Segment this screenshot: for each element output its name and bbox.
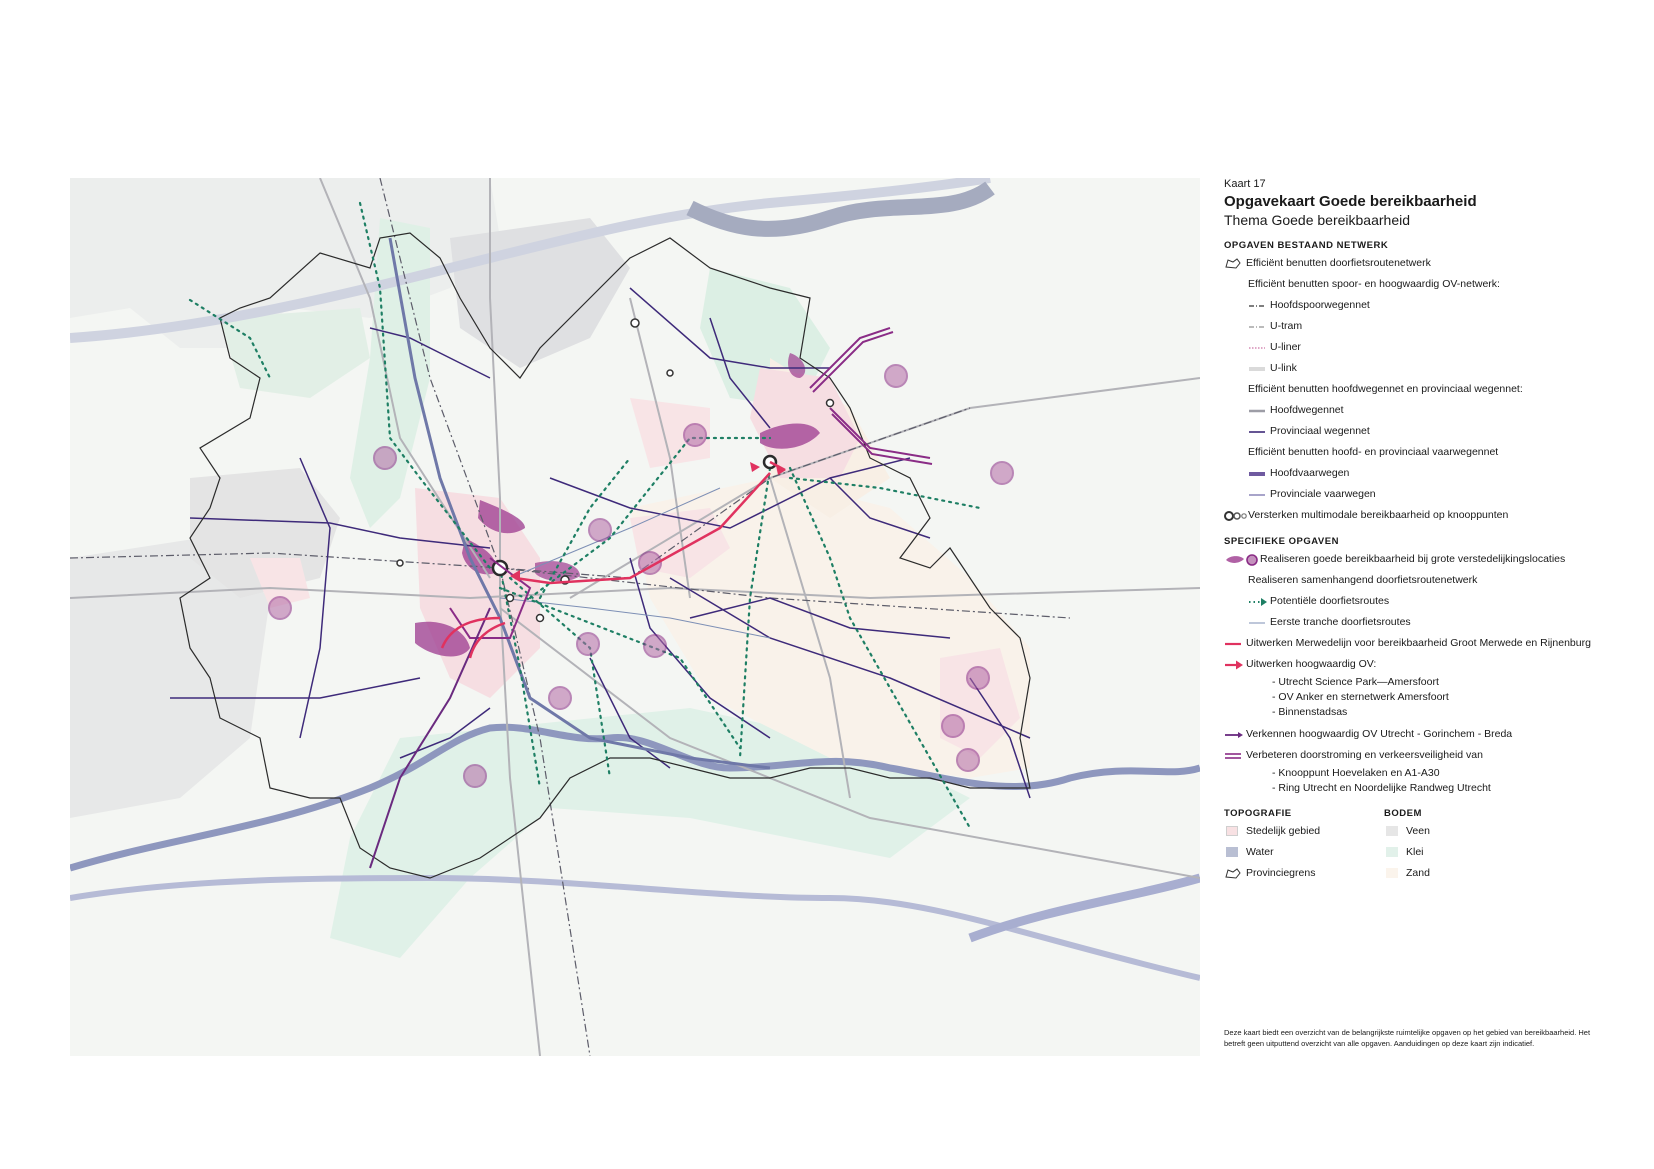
legend-label: Efficiënt benutten hoofd- en provinciaal vaarwegennet bbox=[1248, 446, 1499, 458]
hov-sublist bbox=[1272, 675, 1624, 720]
urbanisation-location-icon bbox=[1224, 553, 1260, 566]
legend-row bbox=[1384, 867, 1544, 880]
legend-row bbox=[1248, 446, 1624, 459]
legend-label: Versterken multimodale bereikbaarheid op knooppunten bbox=[1248, 509, 1509, 521]
legend-label: U-link bbox=[1270, 362, 1297, 374]
hub-small bbox=[631, 319, 639, 327]
uliner-icon bbox=[1248, 341, 1270, 354]
legend-row bbox=[1384, 846, 1544, 859]
hub-small bbox=[397, 560, 403, 566]
utram-icon bbox=[1248, 320, 1270, 333]
ring-location bbox=[991, 462, 1013, 484]
legend-label: Veen bbox=[1406, 825, 1430, 837]
provincial-road-icon bbox=[1248, 425, 1270, 438]
legend-row bbox=[1248, 383, 1624, 396]
legend-sub-label: - Utrecht Science Park—Amersfoort bbox=[1272, 676, 1439, 688]
legend-row bbox=[1248, 404, 1624, 417]
legend-label: Provinciale vaarwegen bbox=[1270, 488, 1376, 500]
legend-row bbox=[1248, 320, 1624, 333]
legend-row bbox=[1248, 467, 1624, 480]
ring-location bbox=[589, 519, 611, 541]
legend-row bbox=[1248, 278, 1624, 291]
hov-gorinchem-icon bbox=[1224, 728, 1246, 741]
legend-label: Efficiënt benutten spoor- en hoogwaardig OV-netwerk: bbox=[1248, 278, 1500, 290]
legend-row bbox=[1248, 488, 1624, 501]
legend-section-existing: OPGAVEN BESTAAND NETWERK bbox=[1224, 240, 1389, 251]
ring-location bbox=[942, 715, 964, 737]
legend-sub-label: - OV Anker en sternetwerk Amersfoort bbox=[1272, 691, 1449, 703]
veen-swatch bbox=[1384, 825, 1406, 838]
legend-label: Realiseren samenhangend doorfietsroutenetwerk bbox=[1248, 574, 1478, 586]
map-svg bbox=[70, 178, 1200, 1056]
ring-location bbox=[549, 687, 571, 709]
legend-label: Provinciaal wegennet bbox=[1270, 425, 1370, 437]
map-number: Kaart 17 bbox=[1224, 178, 1266, 190]
hub-small bbox=[507, 595, 514, 602]
water-swatch bbox=[1224, 846, 1246, 859]
legend-sub-label: - Binnenstadsas bbox=[1272, 706, 1348, 718]
map-disclaimer-note: Deze kaart biedt een overzicht van de belangrijkste ruimtelijke opgaven op het gebied van bereikbaarheid. Het betreft geen uitputtend overzicht van alle opgaven. Aanduidingen op deze kaart zijn indicatief. bbox=[1224, 1028, 1591, 1048]
flow-sublist bbox=[1272, 766, 1624, 796]
legend-row bbox=[1224, 637, 1624, 650]
province-border-icon bbox=[1224, 867, 1246, 880]
main-rail-icon bbox=[1248, 299, 1270, 312]
legend-row bbox=[1224, 658, 1624, 671]
legend-row bbox=[1248, 595, 1624, 608]
legend-bodem bbox=[1384, 808, 1544, 888]
legend-row bbox=[1248, 341, 1624, 354]
legend-label: Eerste tranche doorfietsroutes bbox=[1270, 616, 1411, 628]
ring-location bbox=[967, 667, 989, 689]
merwedelijn-icon bbox=[1224, 637, 1246, 650]
hub-small bbox=[537, 615, 544, 622]
urban-area-swatch bbox=[1224, 825, 1246, 838]
flow-improvement-icon bbox=[1224, 749, 1246, 762]
legend-row bbox=[1248, 574, 1624, 587]
legend-row bbox=[1248, 362, 1624, 375]
legend-section-bodem: BODEM bbox=[1384, 808, 1422, 819]
ring-location bbox=[885, 365, 907, 387]
legend-label: Verkennen hoogwaardig OV Utrecht - Gorinchem - Breda bbox=[1246, 728, 1513, 740]
main-road-icon bbox=[1248, 404, 1270, 417]
legend-label: U-tram bbox=[1270, 320, 1303, 332]
klei-swatch bbox=[1384, 846, 1406, 859]
legend-row bbox=[1248, 425, 1624, 438]
legend-row bbox=[1224, 257, 1624, 270]
map-title: Opgavekaart Goede bereikbaarheid bbox=[1224, 193, 1477, 210]
legend-label: Zand bbox=[1406, 867, 1430, 879]
legend-row bbox=[1224, 553, 1624, 566]
legend-label: Efficiënt benutten hoofdwegennet en provinciaal wegennet: bbox=[1248, 383, 1523, 395]
potential-cycle-route-icon bbox=[1248, 595, 1270, 608]
legend-row bbox=[1224, 867, 1384, 880]
first-tranche-cycle-icon bbox=[1248, 616, 1270, 629]
legend-topo-bodem bbox=[1224, 808, 1624, 888]
ring-location bbox=[684, 424, 706, 446]
legend-label: Provinciegrens bbox=[1246, 867, 1316, 879]
multimodal-hub-icon bbox=[1224, 509, 1248, 522]
ring-location bbox=[269, 597, 291, 619]
legend-sub-label: - Knooppunt Hoevelaken en A1-A30 bbox=[1272, 767, 1440, 779]
map-subtitle: Thema Goede bereikbaarheid bbox=[1224, 212, 1411, 228]
provincial-waterway-icon bbox=[1248, 488, 1270, 501]
legend-label: Realiseren goede bereikbaarheid bij grote verstedelijkingslocaties bbox=[1260, 553, 1566, 565]
legend-label: Stedelijk gebied bbox=[1246, 825, 1321, 837]
legend-row bbox=[1224, 509, 1624, 522]
legend-label: Verbeteren doorstroming en verkeersveiligheid van bbox=[1246, 749, 1483, 761]
ring-location bbox=[644, 635, 666, 657]
hub-small bbox=[667, 370, 673, 376]
map-area bbox=[70, 178, 1200, 1056]
hub-small bbox=[827, 400, 834, 407]
legend-row bbox=[1224, 749, 1624, 762]
legend-label: Uitwerken hoogwaardig OV: bbox=[1246, 658, 1377, 670]
legend-panel bbox=[1224, 178, 1624, 888]
legend-row bbox=[1248, 616, 1624, 629]
ring-location bbox=[464, 765, 486, 787]
ring-location bbox=[577, 633, 599, 655]
hov-arrow-icon bbox=[1224, 658, 1246, 671]
legend-label: Hoofdspoorwegennet bbox=[1270, 299, 1370, 311]
legend-label: Hoofdwegennet bbox=[1270, 404, 1344, 416]
legend-label: Klei bbox=[1406, 846, 1424, 858]
legend-label: Hoofdvaarwegen bbox=[1270, 467, 1350, 479]
legend-sub-label: - Ring Utrecht en Noordelijke Randweg Utrecht bbox=[1272, 782, 1491, 794]
legend-label: Water bbox=[1246, 846, 1274, 858]
ulink-icon bbox=[1248, 362, 1270, 375]
legend-section-topografie: TOPOGRAFIE bbox=[1224, 808, 1292, 819]
legend-label: Uitwerken Merwedelijn voor bereikbaarheid Groot Merwede en Rijnenburg bbox=[1246, 637, 1591, 649]
legend-label: Efficiënt benutten doorfietsroutenetwerk bbox=[1246, 257, 1431, 269]
legend-label: Potentiële doorfietsroutes bbox=[1270, 595, 1390, 607]
legend-row bbox=[1224, 846, 1384, 859]
ring-location bbox=[957, 749, 979, 771]
zand-swatch bbox=[1384, 867, 1406, 880]
cycle-network-icon bbox=[1224, 257, 1246, 270]
legend-row bbox=[1224, 728, 1624, 741]
legend-row bbox=[1384, 825, 1544, 838]
main-waterway-icon bbox=[1248, 467, 1270, 480]
legend-label: U-liner bbox=[1270, 341, 1301, 353]
legend-row bbox=[1248, 299, 1624, 312]
legend-topografie bbox=[1224, 808, 1384, 888]
legend-section-specific: SPECIFIEKE OPGAVEN bbox=[1224, 536, 1339, 547]
legend-row bbox=[1224, 825, 1384, 838]
ring-location bbox=[374, 447, 396, 469]
